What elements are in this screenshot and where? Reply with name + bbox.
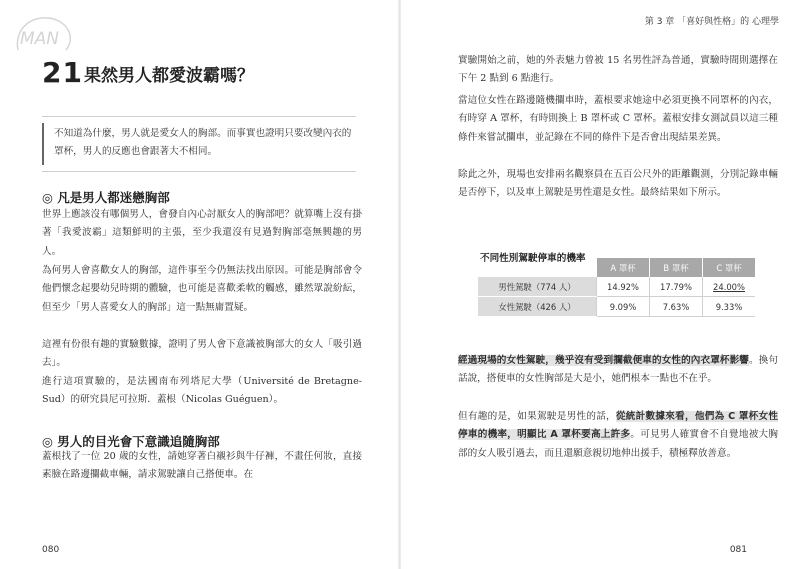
chapter-title: 果然男人都愛波霸嗎？ xyxy=(84,66,254,86)
table-cell: 17.79% xyxy=(650,277,703,297)
body-text: 但有趣的是，如果駕駛是男性的話， xyxy=(458,411,616,422)
highlighted-text: 從統計數據來看，他們為 C 罩杯女性停車的機率，明顯比 A 罩杯要高上許多 xyxy=(458,411,778,441)
body-text: 。換句話說，搭便車的女性胸部是大是小，她們根本一點也不在乎。 xyxy=(458,355,779,385)
page-number-left: 080 xyxy=(42,545,60,555)
intro-box xyxy=(42,116,356,172)
table-cell: 9.33% xyxy=(703,297,756,317)
right-paragraph-4 xyxy=(458,352,778,389)
table-row xyxy=(478,277,755,297)
table-header-row xyxy=(478,258,755,277)
row-label: 女性駕駛（426 人） xyxy=(478,297,597,317)
table-header-a: A 罩杯 xyxy=(597,258,650,277)
chapter-number: 21 xyxy=(42,56,83,89)
table-title: 不同性別駕駛停車的機率 xyxy=(480,253,586,264)
body-text: 。可見男人確實會不自覺地被大胸部的女人吸引過去，而且還願意親切地伸出援手，積極釋放善意。 xyxy=(458,429,779,459)
table-cell: 9.09% xyxy=(597,297,650,317)
right-page xyxy=(400,0,799,569)
page-number-right: 081 xyxy=(729,545,747,555)
paragraph-2: 為何男人會喜歡女人的胸部，這件事至今仍無法找出原因。可能是胸部會令他們懷念起嬰幼兒時期的體驗，也可能是喜歡柔軟的觸感，雖然眾說紛紜，但至少「男人喜愛女人的胸部」這一點無庸置疑。 xyxy=(42,265,362,313)
right-paragraph-2: 當這位女性在路邊隨機攔車時，蓋根要求她途中必須更換不同罩杯的內衣，有時穿 A 罩杯，有時則換上 B 罩杯或 C 罩杯。蓋根安排女測試員以這三種條件來嘗試攔車，並記錄在不同的條件下是否會出現結果差異。 xyxy=(458,95,778,143)
section-heading-2: ◎ 男人的目光會下意識追隨胸部 xyxy=(42,434,220,449)
table-row xyxy=(478,297,755,317)
results-table xyxy=(478,258,755,317)
highlighted-text: 經過現場的女性駕駛，幾乎沒有受到攔截便車的女性的內衣罩杯影響 xyxy=(458,355,750,366)
running-head: 第 3 章 「喜好與性格」的 心理學 xyxy=(644,17,779,27)
row-label: 男性駕駛（774 人） xyxy=(478,277,597,297)
right-paragraph-1: 實驗開始之前，她的外表魅力曾被 15 名男性評為普通，實驗時間則選擇在下午 2 點到 6 點進行。 xyxy=(458,55,778,85)
table-header-b: B 罩杯 xyxy=(650,258,703,277)
table-cell: 24.00% xyxy=(703,277,756,297)
paragraph-5: 蓋根找了一位 20 歲的女性，請她穿著白襯衫與牛仔褲，不畫任何妝，直接素臉在路邊攔截車輛，請求駕駛讓自己搭便車。在 xyxy=(42,451,362,481)
table-header-c: C 罩杯 xyxy=(703,258,756,277)
section-heading-1: ◎ 凡是男人都迷戀胸部 xyxy=(42,190,170,205)
paragraph-3: 這裡有份很有趣的實驗數據，證明了男人會下意識被胸部大的女人「吸引過去」。 xyxy=(42,339,362,369)
intro-text: 不知道為什麼，男人就是愛女人的胸部。而事實也證明只要改變內衣的罩杯，男人的反應也會跟著大不相同。 xyxy=(54,128,352,157)
table-cell: 14.92% xyxy=(597,277,650,297)
paragraph-1: 世界上應該沒有哪個男人，會發自內心討厭女人的胸部吧？就算嘴上沒有掛著「我愛波霸」這類鮮明的主張，至少我還沒有見過對胸部毫無興趣的男人。 xyxy=(42,209,362,257)
right-paragraph-3: 除此之外，現場也安排兩名觀察員在五百公尺外的距離觀測，分別記錄車輛是否停下，以及車上駕駛是男性還是女性。最終結果如下所示。 xyxy=(458,169,778,199)
right-paragraph-5 xyxy=(458,408,778,463)
table-corner xyxy=(478,258,597,277)
paragraph-4: 進行這項實驗的，是法國南布列塔尼大學（Université de Bretagne-Sud）的研究員尼可拉斯．蓋根（Nicolas Guéguen）。 xyxy=(42,376,362,406)
intro-marker xyxy=(42,123,44,165)
table-cell: 7.63% xyxy=(650,297,703,317)
brand-logo xyxy=(10,10,80,60)
svg-text:MAN: MAN xyxy=(20,29,60,49)
